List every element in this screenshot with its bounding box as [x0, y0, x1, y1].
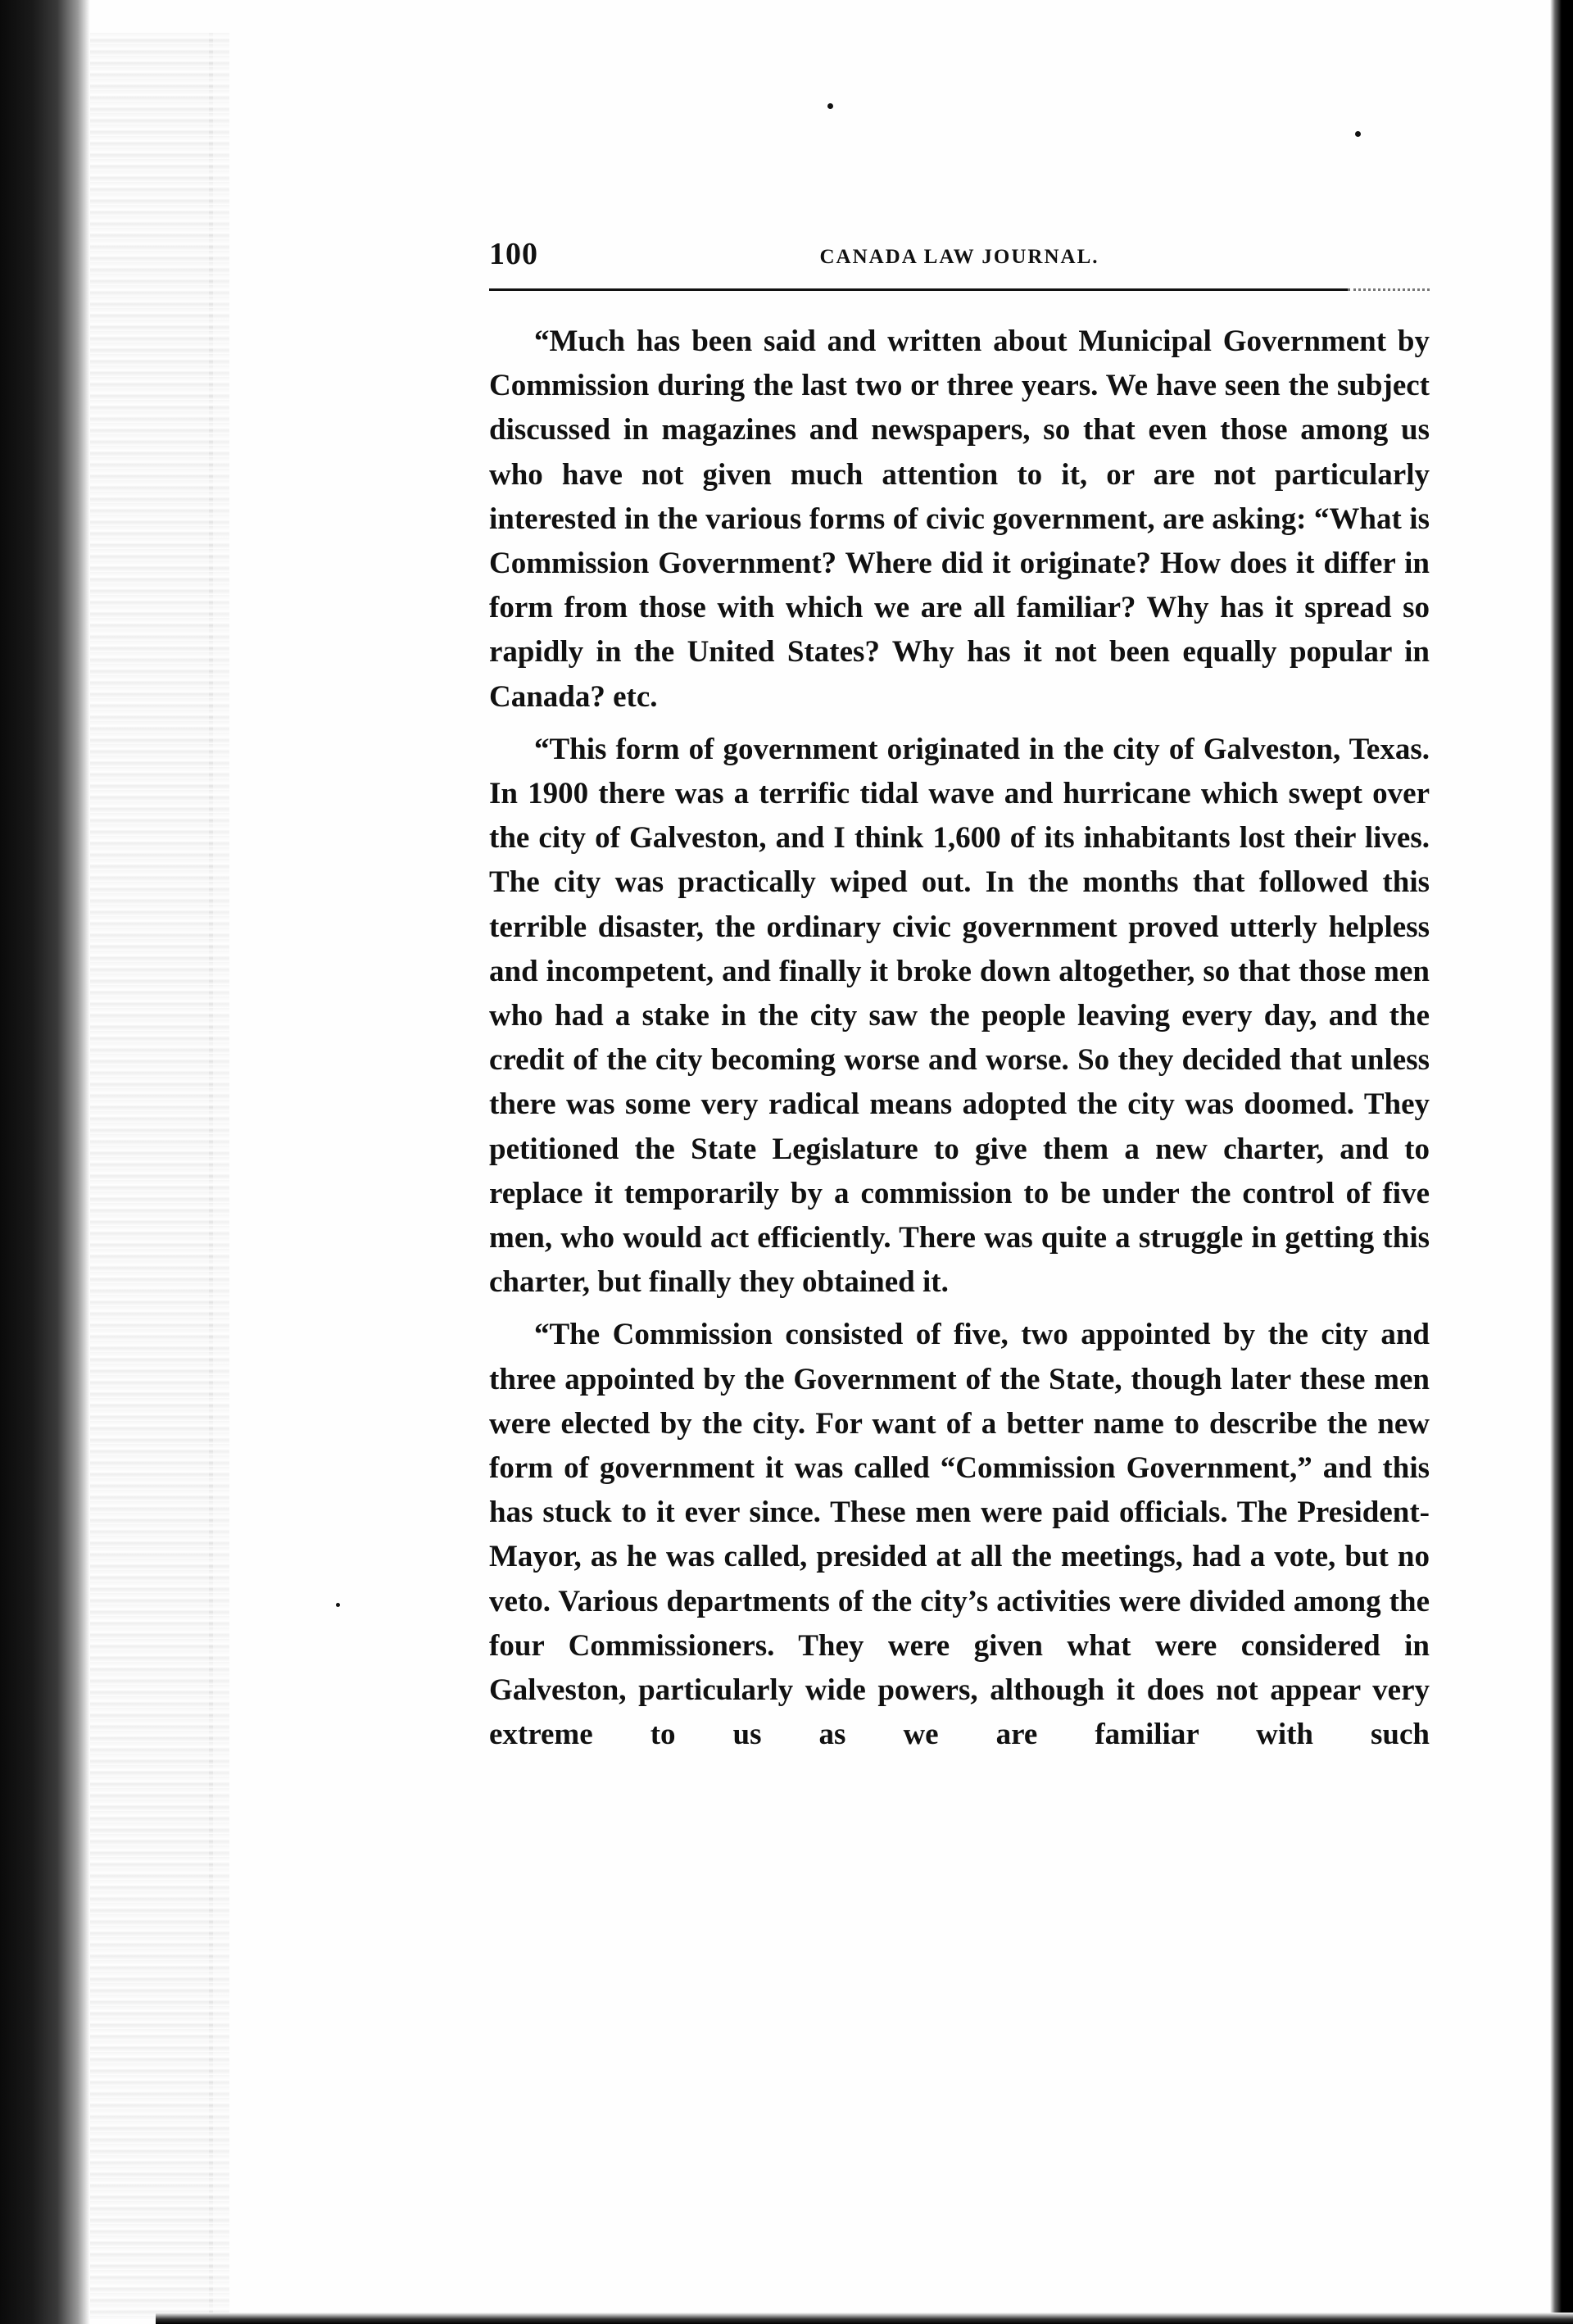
- scan-speck: [336, 1603, 340, 1607]
- scan-speck: [827, 103, 833, 109]
- scan-right-edge: [1550, 0, 1573, 2324]
- header-rule-faint: [1348, 288, 1430, 291]
- paragraph: “This form of government originated in the city of Galveston, Texas. In 1900 there was a terrific tidal wave and hurricane which swept over the city of Galveston, and I think 1,600 of its inhabitants lost their lives. The city was practically wiped out. In the months that followed this terrible disaster, the ordinary civic government proved utterly helpless and incompetent, and finally it broke down altogether, so that those men who had a stake in the city saw the people leaving every day, and the credit of the city becoming worse and worse. So they decided that unless there was some very radical means adopted the city was doomed. They petitioned the State Legislature to give them a new charter, and to replace it temporarily by a commission to be under the control of five men, who would act efficiently. There was quite a struggle in getting this charter, but finally they obtained it.: [489, 732, 1430, 1300]
- page-header: [489, 236, 1430, 285]
- scan-left-streak: [90, 33, 213, 2319]
- paragraph: “The Commission consisted of five, two appointed by the city and three appointed by the Government of the State, though later these men were elected by the city. For want of a better name to describe the new form of government it was called “Commission Government,” and this has stuck to it ever since. These men were paid officials. The President-Mayor, as he was called, presided at all the meetings, had a vote, but no veto. Various departments of the city’s activities were divided among the four Commissioners. They were given what were considered in Galveston, particularly wide powers, although it does not appear very extreme to us as we are familiar with such: [489, 1318, 1430, 1752]
- running-head: CANADA LAW JOURNAL.: [819, 246, 1099, 268]
- scan-left-streak-thin: [209, 33, 229, 2319]
- page-number: 100: [489, 237, 538, 271]
- scan-bottom-edge: [156, 2313, 1573, 2324]
- body-text: [489, 320, 1430, 1959]
- paragraph: “Much has been said and written about Municipal Government by Commission during the last two or three years. We have seen the subject discussed in magazines and newspapers, so that even those among us who have not given much attention to it, or are not particularly interested in the various forms of civic government, are asking: “What is Commission Government? Where did it originate? How does it differ in form from those with which we are all familiar? Why has it spread so rapidly in the United States? Why has it not been equally popular in Canada? etc.: [489, 325, 1430, 714]
- scan-speck: [1355, 131, 1361, 137]
- header-rule: [489, 288, 1348, 291]
- scan-left-binding-shadow: [0, 0, 90, 2324]
